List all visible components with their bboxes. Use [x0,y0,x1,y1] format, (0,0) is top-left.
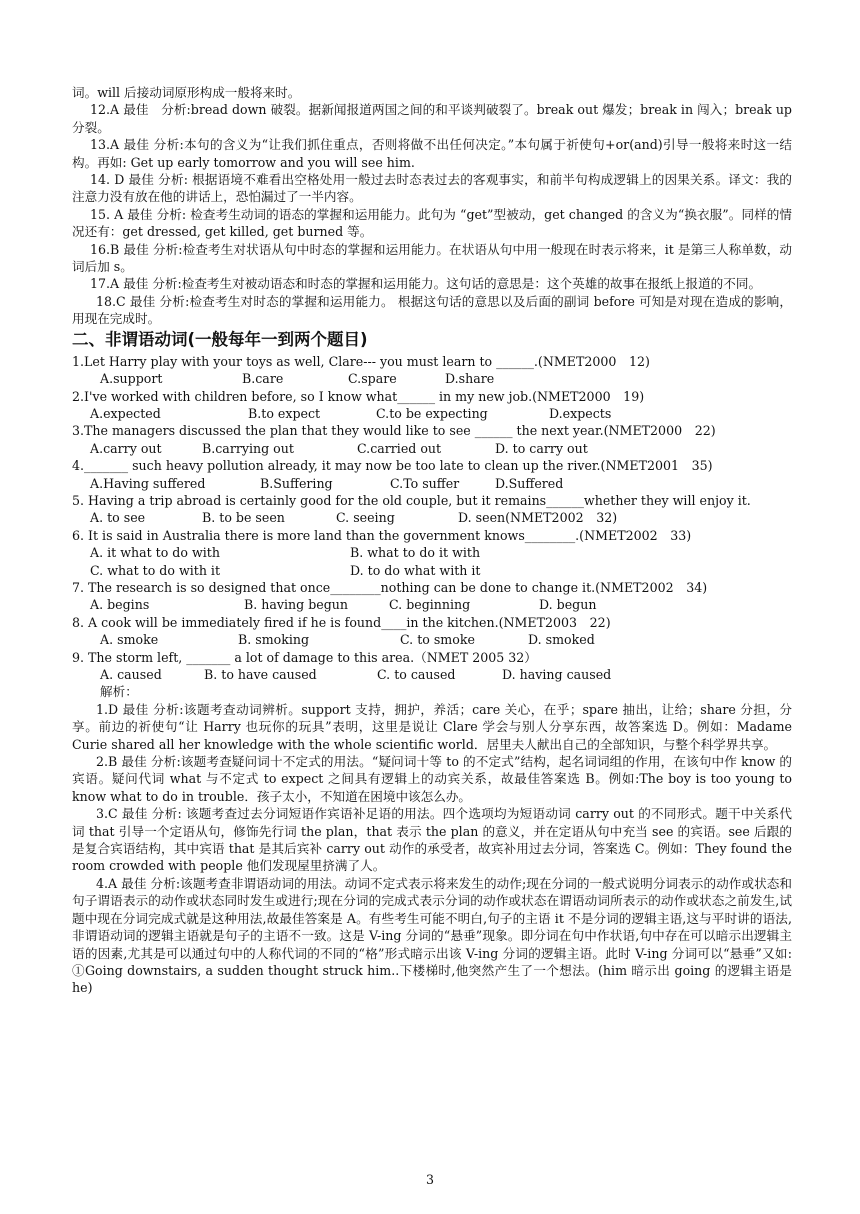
question-stem: 9. The storm left, _______ a lot of damage to this area.（NMET 2005 32） [72,649,537,665]
question-stem: 5. Having a trip abroad is certainly good for the old couple, but it remains______whether they will enjoy it. [72,492,751,508]
question-options [72,544,792,561]
question-2 [72,388,792,423]
option-c: C.to be expecting [376,405,488,421]
question-9 [72,649,792,684]
option-d: D.share [445,371,495,387]
analysis-3: 3.C 最佳 分析: 该题考查过去分词短语作宾语补足语的用法。四个选项均为短语动词 carry out 的不同形式。题干中关系代词 that 引导一个定语从句，修饰先行词 the plan，that 表示 the plan 的意义，并在定语从句中充当 see 的宾语。see 后跟的是复合宾语结构，其中宾语 that 是其后宾补 carry out 动作的承受者，故宾补用过去分词，答案选 C。例如：They found the room crowded with people 他们发现屋里挤满了人。 [72,806,792,874]
option-b: B.care [242,371,284,387]
option-b: B.carrying out [202,440,294,456]
document-body [72,84,792,997]
option-d: D.Suffered [495,475,564,491]
option-c: C.carried out [357,440,442,456]
answer-12: 12.A 最佳 分析:bread down 破裂。据新闻报道两国之间的和平谈判破裂了。break out 爆发；break in 闯入；break up 分裂。 [72,102,792,135]
question-1 [72,353,792,388]
option-a: A.support [100,371,163,387]
answer-15: 15. A 最佳 分析: 检查考生动词的语态的掌握和运用能力。此句为 “get”型被动，get changed 的含义为“换衣服”。同样的情况还有：get dressed, get killed, get burned 等。 [72,206,792,240]
option-a: A.carry out [90,440,162,456]
question-8 [72,614,792,649]
answer-17: 17.A 最佳 分析:检查考生对被动语态和时态的掌握和运用能力。这句话的意思是：这个英雄的故事在报纸上报道的不同。 [90,276,762,292]
option-d: D. begun [539,597,597,613]
question-3 [72,422,792,457]
question-stem: 7. The research is so designed that once________nothing can be done to change it.(NMET2002 34) [72,579,708,595]
option-d: D.expects [549,405,612,421]
question-options [72,666,792,683]
question-options [72,475,792,492]
page-number: 3 [425,1172,434,1187]
option-a: A. to see [90,510,146,526]
option-c: C. seeing [336,510,395,526]
option-c: C. what to do with it [90,562,221,578]
option-a: A. it what to do with [90,545,220,561]
question-stem: 2.I've worked with children before, so I know what______ in my new job.(NMET2000 19) [72,388,645,404]
option-b: B. to be seen [202,510,285,526]
option-d: D. smoked [528,632,595,648]
option-b: B.Suffering [260,475,333,491]
question-stem: 4._______ such heavy pollution already, it may now be too late to clean up the river.(NMET2001 35) [72,458,713,474]
option-d: D. to carry out [495,440,588,456]
answer-14: 14. D 最佳 分析: 根据语境不难看出空格处用一般过去时态表过去的客观事实，和前半句构成逻辑上的因果关系。译文：我的注意力没有放在他的讲话上，恐怕漏过了一半内容。 [72,172,792,205]
option-a: A. caused [100,667,162,682]
analysis-2: 2.B 最佳 分析:该题考查疑问词十不定式的用法。“疑问词十等 to 的不定式”结构，起名词词组的作用，在该句中作 know 的宾语。疑问代词 what 与不定式 to expect 之间具有逻辑上的动宾关系，故最佳答案选 B。例如:The boy is too young to know what to do in trouble．孩子太小，不知道在困境中该怎么办。 [72,754,792,804]
question-options [72,596,792,613]
option-b: B. what to do it with [350,545,481,561]
option-c: C.spare [348,371,397,387]
answer-13: 13.A 最佳 分析:本句的含义为“让我们抓住重点，否则将做不出任何决定。”本句属于祈使句+or(and)引导一般将来时这一结构。再如: Get up early tomorrow and you will see him. [72,137,792,170]
question-5 [72,492,792,527]
question-stem: 1.Let Harry play with your toys as well, Clare--- you must learn to ______.(NMET2000 12) [72,353,650,369]
analysis-1: 1.D 最佳 分析:该题考查动词辨析。support 支持，拥护，养活；care 关心，在乎；spare 抽出，让给；share 分担，分享。前边的祈使句“让 Harry 也玩你的玩具”表明，这里是说让 Clare 学会与别人分享东西，故答案选 D。例如：Madame Curie shared all her knowledge with the whole scientific world．居里夫人献出自己的全部知识，与整个科学界共享。 [72,701,792,752]
question-stem: 8. A cook will be immediately fired if he is found____in the kitchen.(NMET2003 22) [72,614,611,630]
option-c: C. to caused [377,667,456,682]
question-options [72,440,792,457]
option-c: C. to smoke [400,632,475,648]
option-d: D. to do what with it [350,562,481,578]
question-stem: 3.The managers discussed the plan that they would like to see ______ the next year.(NMET2000 22) [72,423,716,439]
analysis-4: 4.A 最佳 分析:该题考查非谓语动词的用法。动词不定式表示将来发生的动作;现在分词的一般式说明分词表示的动作或状态和句子谓语表示的动作或状态同时发生或进行;现在分词的完成式表示分词的动作或状态在谓语动词所表示的动作或状态之前发生,试题中现在分词完成式就是这种用法,故最佳答案是 A。有些考生可能不明白,句子的主语 it 不是分词的逻辑主语,这与平时讲的语法,非谓语动词的逻辑主语就是句子的主语不一致。这是 V-ing 分词的“悬垂”现象。即分词在句中作状语,句中存在可以暗示出逻辑主语的因素,尤其是可以通过句中的人称代词的不同的“格”形式暗示出该 V-ing 分词的逻辑主语。此时 V-ing 分词可以“悬垂”又如: ①Going downstairs, a sudden thought struck him..下楼梯时,他突然产生了一个想法。(him 暗示出 going 的逻辑主语是 he) [72,875,792,996]
question-options [72,562,792,579]
question-options [72,509,792,526]
option-a: A. begins [90,597,150,613]
question-options [72,370,792,387]
analysis-label: 解析： [100,684,138,700]
option-c: C.To suffer [390,475,460,491]
option-d: D. seen(NMET2002 32) [458,510,618,526]
option-b: B. having begun [244,597,348,613]
option-a: A.expected [90,405,161,421]
option-d: D. having caused [502,667,612,682]
section-heading: 二、非谓语动词(一般每年一到两个题目) [72,329,368,349]
question-6 [72,527,792,579]
question-options [72,631,792,648]
option-a: A. smoke [100,632,159,648]
option-b: B.to expect [248,405,321,421]
answer-continuation: 词。will 后接动词原形构成一般将来时。 [72,85,301,100]
question-options [72,405,792,422]
answer-18: 18.C 最佳 分析:检查考生对时态的掌握和运用能力。 根据这句话的意思以及后面的副词 before 可知是对现在造成的影响，用现在完成时。 [72,293,792,327]
question-7 [72,579,792,614]
question-stem: 6. It is said in Australia there is more land than the government knows________.(NMET2002 33) [72,527,692,543]
option-c: C. beginning [389,597,471,613]
question-4 [72,457,792,492]
option-a: A.Having suffered [90,475,206,491]
option-b: B. to have caused [204,667,317,682]
option-b: B. smoking [238,632,310,648]
answer-16: 16.B 最佳 分析:检查考生对状语从句中时态的掌握和运用能力。在状语从句中用一般现在时表示将来，it 是第三人称单数，动词后加 s。 [72,241,792,275]
